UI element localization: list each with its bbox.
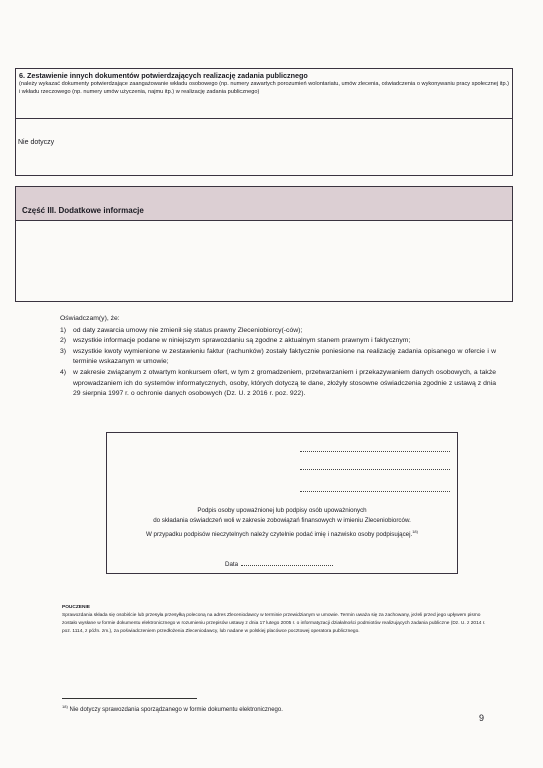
signature-caption-text: W przypadku podpisów nieczytelnych należy czytelnie podać imię i nazwisko osoby podpisującej. xyxy=(146,530,413,538)
section-3-header xyxy=(16,187,512,221)
signature-line xyxy=(300,451,450,452)
footnote xyxy=(62,704,283,713)
declaration xyxy=(60,314,496,400)
section-6-title: 6. Zestawienie innych dokumentów potwierdzających realizację zadania publicznego xyxy=(19,71,308,80)
declaration-item xyxy=(60,336,496,347)
section-3-title: Część III. Dodatkowe informacje xyxy=(22,206,144,215)
pouczenie-text: Sprawozdania składa się osobiście lub przesyła przesyłką poleconą na adres Zleceniodawcy w terminie przewidzianym w umowie. Termin uważa się za zachowany, jeżeli przed jego upływem pismo zostało wysłane w formie dokumentu elektronicznego w rozumieniu przepisów ustawy z dnia 17 lutego 2005 r. o informatyzacji działalności podmiotów realizujących zadania publiczne (Dz. U. z 2014 r. poz. 1114, z późn. zm.), za poświadczeniem przedłożenia Zleceniodawcy, lub nadane w polskiej placówce pocztowej operatora publicznego. xyxy=(62,613,486,634)
declaration-item-number: 2) xyxy=(60,337,67,345)
footnote-divider xyxy=(62,698,197,699)
declaration-item-text: w zakresie związanym z otwartym konkursem ofert, w tym z gromadzeniem, przetwarzaniem i przekazywaniem danych osobowych, a także wprowadzaniem ich do systemów informatycznych, osoby, których dotyczą te dane, złożyły stosowne oświadczenia zgodnie z ustawą z dnia 29 sierpnia 1997 r. o ochronie danych osobowych (Dz. U. z 2016 r. poz. 922). xyxy=(73,368,496,398)
declaration-item-number: 3) xyxy=(60,347,67,355)
signature-line xyxy=(300,491,450,492)
signature-caption xyxy=(113,506,451,540)
declaration-item-text: od daty zawarcia umowy nie zmienił się status prawny Zleceniobiorcy(-ców); xyxy=(73,326,303,334)
pouczenie-heading: POUCZENIE xyxy=(62,605,90,610)
date-label: Data xyxy=(225,561,239,568)
signature-caption-line: do składania oświadczeń woli w zakresie zobowiązań finansowych w imieniu Zleceniobiorców. xyxy=(153,517,411,525)
declaration-item xyxy=(60,326,496,337)
declaration-item-number: 4) xyxy=(60,368,67,376)
declaration-item xyxy=(60,347,496,368)
signature-caption-line: Podpis osoby upoważnionej lub podpisy osób upoważnionych xyxy=(197,507,367,514)
section-6-box xyxy=(15,68,513,176)
section-6-content: Nie dotyczy xyxy=(18,139,55,146)
footnote-reference: 18) xyxy=(412,528,418,534)
declaration-item-text: wszystkie kwoty wymienione w zestawieniu faktur (rachunków) zostały faktycznie poniesione na realizację zadania opisanego w ofercie i w terminie wskazanym w umowie; xyxy=(73,347,496,366)
page-number: 9 xyxy=(479,713,485,723)
pouczenie-note xyxy=(62,604,490,636)
signature-line xyxy=(300,469,450,470)
date-field xyxy=(225,559,333,568)
declaration-item xyxy=(60,368,496,400)
section-6-header xyxy=(16,69,512,119)
declaration-item-text: wszystkie informacje podane w niniejszym sprawozdaniu są zgodne z aktualnym stanem prawnym i faktycznym; xyxy=(73,337,411,345)
section-3-box xyxy=(15,186,513,302)
footnote-number: 18) xyxy=(62,704,68,709)
signature-caption-line xyxy=(113,527,451,540)
declaration-item-number: 1) xyxy=(60,326,67,334)
declaration-intro: Oświadczam(y), że: xyxy=(60,315,120,322)
declaration-list xyxy=(60,326,496,400)
section-6-description: (należy wykazać dokumenty potwierdzające zaangażowanie wkładu osobowego (np. numery zawartych porozumień wolontariatu, umów zlecenia, oświadczenia o wykonywaniu pracy społecznej itp.) i wkładu rzeczowego (np. numery umów użyczenia, najmu itp.) w realizację zadania publicznego) xyxy=(19,81,509,96)
date-dotted-line xyxy=(241,559,333,566)
signature-box xyxy=(106,432,458,574)
footnote-text: Nie dotyczy sprawozdania sporządzanego w formie dokumentu elektronicznego. xyxy=(69,707,283,713)
